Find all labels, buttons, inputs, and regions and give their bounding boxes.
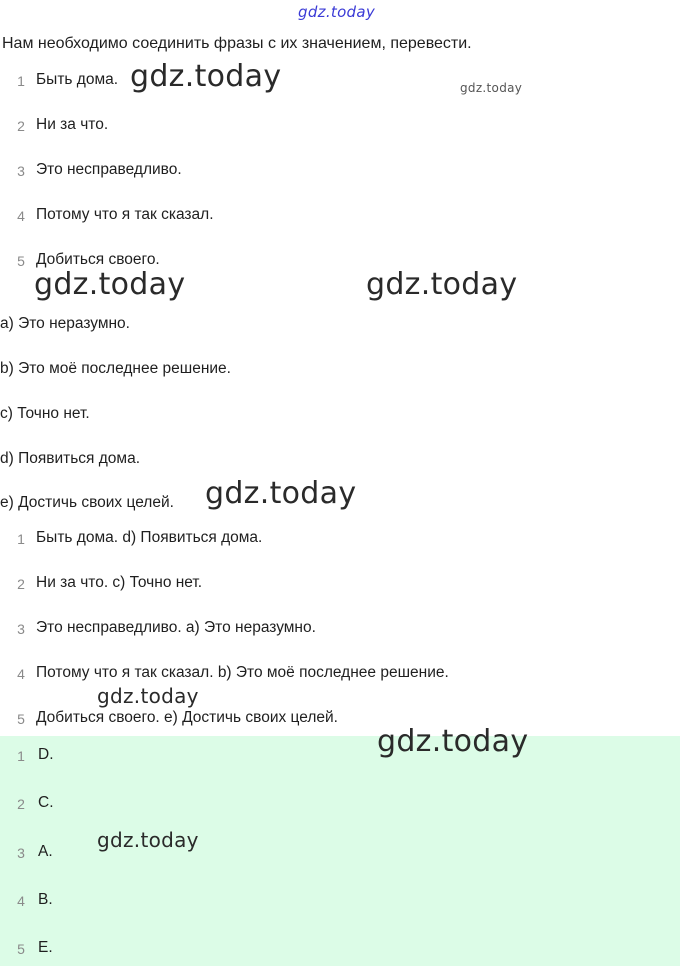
answer-item: C. (38, 794, 54, 811)
watermark: gdz.today (97, 684, 199, 708)
answer-item: B. (38, 891, 53, 908)
match-item: Добиться своего. e) Достичь своих целей. (36, 709, 338, 726)
phrase-item: Это несправедливо. (36, 161, 182, 178)
watermark: gdz.today (366, 267, 518, 302)
phrase-item: Добиться своего. (36, 251, 160, 268)
phrase-number: 5 (17, 253, 25, 269)
watermark: gdz.today (205, 476, 357, 511)
phrase-item: Быть дома. (36, 71, 119, 88)
match-item: Это несправедливо. a) Это неразумно. (36, 619, 316, 636)
phrase-item: Ни за что. (36, 116, 109, 133)
match-item: Потому что я так сказал. b) Это моё последнее решение. (36, 664, 449, 681)
match-number: 1 (17, 531, 25, 547)
task-text: Нам необходимо соединить фразы с их значением, перевести. (2, 35, 472, 52)
answer-item: D. (38, 746, 54, 763)
answer-number: 4 (17, 893, 25, 909)
watermark: gdz.today (460, 81, 523, 95)
match-number: 3 (17, 621, 25, 637)
answer-number: 3 (17, 845, 25, 861)
watermark-top: gdz.today (298, 3, 376, 21)
watermark: gdz.today (377, 724, 529, 759)
meaning-item: a) Это неразумно. (0, 315, 130, 332)
match-item: Ни за что. c) Точно нет. (36, 574, 203, 591)
phrase-number: 2 (17, 118, 25, 134)
phrase-item: Потому что я так сказал. (36, 206, 214, 223)
meaning-item: b) Это моё последнее решение. (0, 360, 231, 377)
phrase-number: 1 (17, 73, 25, 89)
phrase-number: 3 (17, 163, 25, 179)
answer-item: A. (38, 843, 53, 860)
meaning-item: d) Появиться дома. (0, 450, 141, 467)
meaning-item: c) Точно нет. (0, 405, 90, 422)
phrase-number: 4 (17, 208, 25, 224)
match-number: 4 (17, 666, 25, 682)
answer-number: 2 (17, 796, 25, 812)
answer-item: E. (38, 939, 53, 956)
meaning-item: e) Достичь своих целей. (0, 494, 174, 511)
answer-number: 5 (17, 941, 25, 957)
match-number: 5 (17, 711, 25, 727)
match-item: Быть дома. d) Появиться дома. (36, 529, 263, 546)
watermark: gdz.today (34, 267, 186, 302)
answer-number: 1 (17, 748, 25, 764)
watermark: gdz.today (130, 59, 282, 94)
match-number: 2 (17, 576, 25, 592)
watermark: gdz.today (97, 828, 199, 852)
